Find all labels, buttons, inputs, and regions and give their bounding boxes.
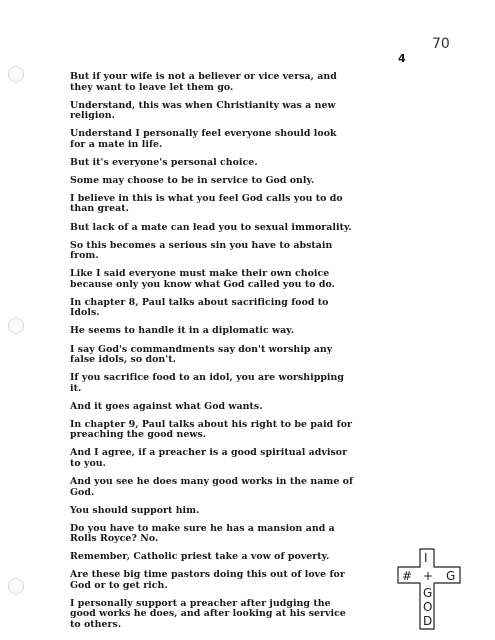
text-line: Remember, Catholic priest take a vow of poverty. (70, 551, 330, 563)
text-line: Like I said everyone must make their own choice because only you know what God called you to do. (70, 268, 335, 290)
cross-letter: I (424, 551, 428, 565)
cross-letter: # (402, 569, 413, 583)
text-line: He seems to handle it in a diplomatic way. (70, 325, 295, 337)
text-body (70, 71, 433, 638)
binder-hole (8, 318, 24, 334)
cross-letter: G (446, 569, 456, 583)
text-line: You should support him. (70, 504, 200, 516)
text-line: Do you have to make sure he has a mansion and a Rolls Royce? No. (70, 522, 335, 545)
text-line: But lack of a mate can lead you to sexual immorality. (70, 221, 352, 233)
text-line: In chapter 9, Paul talks about his right to be paid for preaching the good news. (70, 418, 352, 441)
text-line: I personally support a preacher after judging the good works he does, and after looking at his service to others. (70, 597, 346, 630)
text-line: But it's everyone's personal choice. (70, 156, 258, 168)
handwritten-page-number: 70 (432, 36, 450, 52)
cross-letter: G (423, 586, 433, 600)
text-line: And I agree, if a preacher is a good spiritual advisor to you. (70, 447, 348, 469)
cross-letter: + (423, 569, 434, 583)
text-line: If you sacrifice food to an idol, you are worshipping it. (70, 372, 345, 394)
text-line: I believe in this is what you feel God calls you to do than great. (70, 192, 343, 215)
text-line: And it goes against what God wants. (70, 400, 263, 412)
hand-drawn-cross (394, 545, 466, 633)
text-line: In chapter 8, Paul talks about sacrificing food to Idols. (70, 296, 329, 319)
cross-letter: D (423, 614, 433, 628)
text-line: But if your wife is not a believer or vice versa, and they want to leave let them go. (70, 71, 337, 93)
cross-drawing (394, 545, 466, 633)
text-line: Understand I personally feel everyone should look for a mate in life. (70, 128, 337, 150)
text-line: So this becomes a serious sin you have to abstain from. (70, 239, 333, 262)
text-line: Are these big time pastors doing this out of love for God or to get rich. (70, 569, 345, 591)
page-number: 4 (398, 52, 406, 65)
binder-hole (8, 578, 24, 594)
cross-letter: O (423, 600, 433, 614)
text-line: Understand, this was when Christianity was a new religion. (70, 99, 336, 122)
text-line: And you see he does many good works in the name of God. (70, 476, 354, 498)
text-line: I say God's commandments say don't worship any false idols, so don't. (70, 343, 333, 366)
text-line: Some may choose to be in service to God only. (70, 174, 315, 186)
binder-hole (8, 66, 24, 82)
